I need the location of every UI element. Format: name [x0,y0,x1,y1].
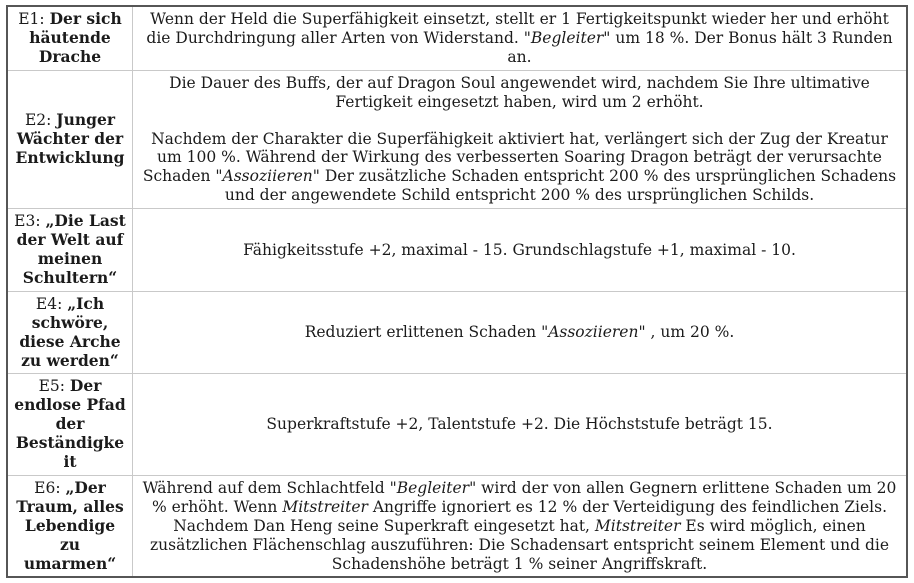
text-segment: Superkraftstufe +2, Talentstufe +2. Die Höchststufe beträgt 15. [266,415,773,434]
description-paragraph [139,415,900,434]
table-row [7,6,907,70]
table-row [7,209,907,292]
eidolon-label-name: „Die Last der Welt auf meinen Schultern“ [16,211,126,287]
description-paragraph [139,74,900,112]
eidolon-label-cell [7,374,133,476]
description-paragraph [139,130,900,206]
eidolon-label-cell [7,70,133,208]
description-paragraph [139,479,900,574]
eidolon-table [6,5,908,578]
italic-term: "Begleiter" [523,28,611,47]
eidolon-label-prefix: E5: [38,377,70,396]
text-segment: Der zusätzliche Schaden entspricht 200 % des ursprünglichen Schadens und der angewendete Schild entspricht 200 % des ursprünglichen Schilds. [224,167,897,205]
eidolon-label-name: Junger Wächter der Entwicklung [15,110,125,167]
eidolon-description-cell [133,291,908,374]
eidolon-label-cell [7,291,133,374]
eidolon-label-prefix: E1: [18,10,50,28]
eidolon-label-name: Der endlose Pfad der Beständigkeit [14,376,126,472]
text-segment: , um 20 %. [645,323,735,342]
text-segment: Nachdem der Charakter die Superfähigkeit aktiviert hat, verlängert sich der Zug der Kreatur um 100 %. Während der Wirkung des verbesserten Soaring Dragon beträgt der verursachte Schaden [142,129,888,186]
eidolon-label-cell [7,209,133,292]
description-paragraph [139,10,900,67]
eidolon-description-cell [133,475,908,577]
text-segment: Fähigkeitsstufe +2, maximal - 15. Grundschlagstufe +1, maximal - 10. [243,240,796,259]
text-segment: um 18 %. Der Bonus hält 3 Runden an. [507,28,893,66]
eidolon-description-cell [133,209,908,292]
text-segment: Reduziert erlittenen Schaden [304,323,542,342]
eidolon-description-cell [133,6,908,70]
text-segment: Angriffe ignoriert es 12 % der Verteidigung des feindlichen Ziels. Nachdem Dan Heng seine Superkraft eingesetzt hat, [173,497,888,535]
table-row [7,291,907,374]
text-segment: wird der von allen Gegnern erlittene Schaden um 20 % erhöht. Wenn [151,478,897,516]
eidolon-description-cell [133,374,908,476]
eidolon-label-prefix: E4: [35,294,68,313]
italic-term: Mitstreiter [282,497,368,516]
description-paragraph [139,323,900,342]
italic-term: "Assoziieren" [541,323,646,342]
eidolon-label-prefix: E6: [34,478,66,497]
text-segment: Es wird möglich, einen zusätzlichen Flächenschlag auszuführen: Die Schadensart entspricht seinem Element und die Schadenshöhe beträgt 1 % seiner Angriffskraft. [149,516,890,573]
eidolon-description-cell [133,70,908,208]
eidolon-label-name: Der sich häutende Drache [29,9,122,66]
text-segment: Die Dauer des Buffs, der auf Dragon Soul angewendet wird, nachdem Sie Ihre ultimative Fertigkeit eingesetzt haben, wird um 2 erhöht. [169,73,870,111]
table-body [7,6,907,577]
eidolon-label-prefix: E2: [24,111,57,130]
table-row [7,374,907,476]
table-row [7,475,907,577]
italic-term: Mitstreiter [594,516,681,535]
italic-term: "Begleiter" [389,478,477,497]
text-segment: Wenn der Held die Superfähigkeit einsetzt, stellt er 1 Fertigkeitspunkt wieder her und erhöht die Durchdringung aller Arten von Widerstand. [146,10,889,47]
eidolon-label-cell [7,475,133,577]
eidolon-label-name: „Ich schwöre, diese Arche zu werden“ [19,293,121,370]
italic-term: "Assoziieren" [215,167,320,186]
text-segment: Während auf dem Schlachtfeld [142,478,390,497]
eidolon-label-name: „Der Traum, alles Lebendige zu umarmen“ [16,477,124,573]
eidolon-label-cell [7,6,133,70]
description-paragraph [139,241,900,260]
table-row [7,70,907,208]
eidolon-label-prefix: E3: [14,212,46,231]
